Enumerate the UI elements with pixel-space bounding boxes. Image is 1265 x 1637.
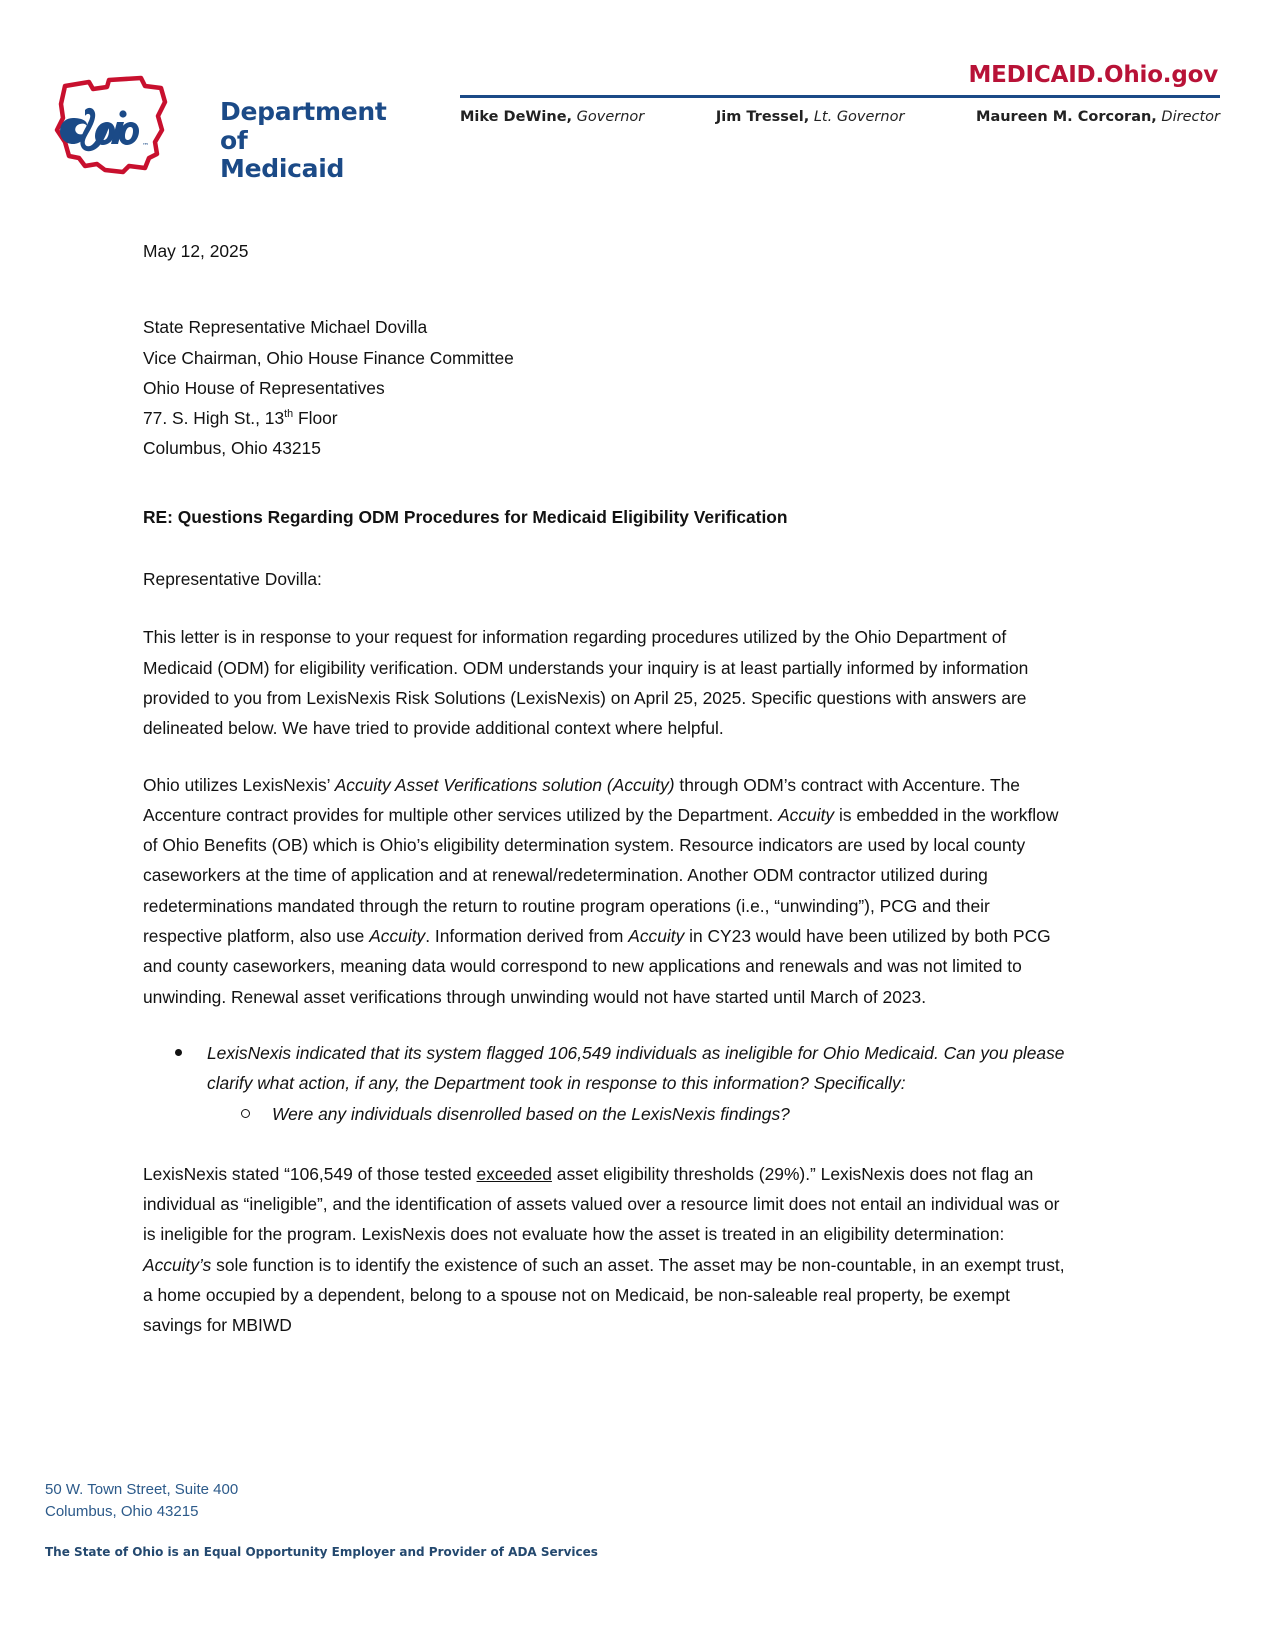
recipient-line-2: Vice Chairman, Ohio House Finance Committee [143,347,514,368]
p3-underlined-exceeded: exceeded [476,1163,552,1184]
recipient-line-5: Columbus, Ohio 43215 [143,438,321,459]
bullet-text: LexisNexis indicated that its system flagged 106,549 individuals as ineligible for Ohio Medicaid. Can you please clarify what action, if any, the Department took in response to this information? Specifically: [207,1042,1065,1094]
paragraph-1: This letter is in response to your request for information regarding procedures utilized by the Ohio Department of Medicaid (ODM) for eligibility verification. ODM understands your inquiry is at least partially informed by information provided to you from LexisNexis Risk Solutions (LexisNexis) on April 25, 2025. Specific questions with answers are delineated below. We have tried to provide additional context where helpful. [143,627,1029,739]
header-right [410,62,1220,125]
subject-line: RE: Questions Regarding ODM Procedures for Medicaid Eligibility Verification [143,506,788,527]
official-lt-governor [716,109,905,125]
p2-seg1: Ohio utilizes LexisNexis’ [143,774,335,795]
paragraph-2 [143,770,1073,1012]
letter-body [143,236,1073,1367]
street-ordinal-suffix: th [284,408,294,421]
official-director [976,109,1220,125]
list-item [207,1099,1073,1129]
official-name: Mike DeWine, [460,109,573,125]
official-governor [460,109,644,125]
p3-seg3: sole function is to identify the existence of such an asset. The asset may be non-countable, in an exempt trust, a home occupied by a dependent, belong to a spouse not on Medicaid, be non-saleable real property, be exempt savings for MBIWD [143,1254,1065,1336]
equal-opportunity-statement: The State of Ohio is an Equal Opportunity Employer and Provider of ADA Services [45,1545,598,1559]
p2-em-accuity-2: Accuity [778,804,835,825]
official-title: Director [1161,109,1220,125]
paragraph-3 [143,1159,1073,1341]
street-pre: 77. S. High St., 13 [143,408,285,429]
p3-seg2: asset eligibility thresholds (29%).” LexisNexis does not flag an individual as “ineligible”, and the identification of assets valued over a resource limit does not entail an individual was or is ineligible for the program. LexisNexis does not evaluate how the asset is treated in an eligibility determination: [143,1163,1060,1245]
bullet-list [143,1038,1073,1129]
recipient-line-1: State Representative Michael Dovilla [143,317,428,338]
p2-em-accuity-4: Accuity [628,926,685,947]
footer-address-line-1: 50 W. Town Street, Suite 400 [45,1481,239,1498]
letterhead [0,62,1265,187]
recipient-line-3: Ohio House of Representatives [143,377,385,398]
recipient-street-line [143,403,1073,433]
department-line-2: Medicaid [220,154,345,183]
official-title: Governor [576,109,645,125]
footer-address-line-2: Columbus, Ohio 43215 [45,1503,199,1520]
bullet-dot-icon [175,1049,182,1056]
header-divider-rule [460,95,1220,98]
p3-em-accuity: Accuity’s [143,1254,212,1275]
p2-seg2: through ODM’s contract with Accenture. The Accenture contract provides for multiple other services utilized by the Department. [143,774,1020,825]
question-list [143,1038,1073,1129]
svg-text:™: ™ [142,142,149,150]
recipient-address-block [143,312,1073,463]
department-name [220,98,405,184]
list-item [143,1038,1073,1129]
p2-em-accuity-solution: Accuity Asset Verifications solution (Accuity) [334,774,675,795]
ohio-logo-icon [45,72,180,177]
department-line-1: Department of [220,97,387,155]
p2-seg4: . Information derived from [425,926,629,947]
sub-bullet-text: Were any individuals disenrolled based on the LexisNexis findings? [272,1103,790,1124]
medicaid-website-url[interactable]: MEDICAID.Ohio.gov [968,62,1218,88]
p3-seg1: LexisNexis stated “106,549 of those tested [143,1163,477,1184]
footer-address [45,1479,945,1523]
salutation: Representative Dovilla: [143,569,322,590]
official-name: Maureen M. Corcoran, [976,109,1157,125]
p2-em-accuity-3: Accuity [369,926,426,947]
official-title: Lt. Governor [813,109,905,125]
page-footer [45,1479,945,1559]
p2-seg5: in CY23 would have been utilized by both PCG and county caseworkers, meaning data would correspond to new applications and renewals and was not limited to unwinding. Renewal asset verifications through unwinding would not have started until March of 2023. [143,926,1051,1007]
odm-logo [45,72,405,182]
officials-list [460,109,1220,125]
official-name: Jim Tressel, [715,109,810,125]
circle-bullet-icon [241,1109,250,1118]
letter-date: May 12, 2025 [143,241,249,261]
p2-seg3: is embedded in the workflow of Ohio Benefits (OB) which is Ohio’s eligibility determination system. Resource indicators are used by local county caseworkers at the time of application and at renewal/redetermination. Another ODM contractor utilized during redeterminations mandated through the return to routine program operations (i.e., “unwinding”), PCG and their respective platform, also use [143,804,1059,947]
sub-bullet-list [207,1099,1073,1129]
street-post: Floor [293,408,338,429]
